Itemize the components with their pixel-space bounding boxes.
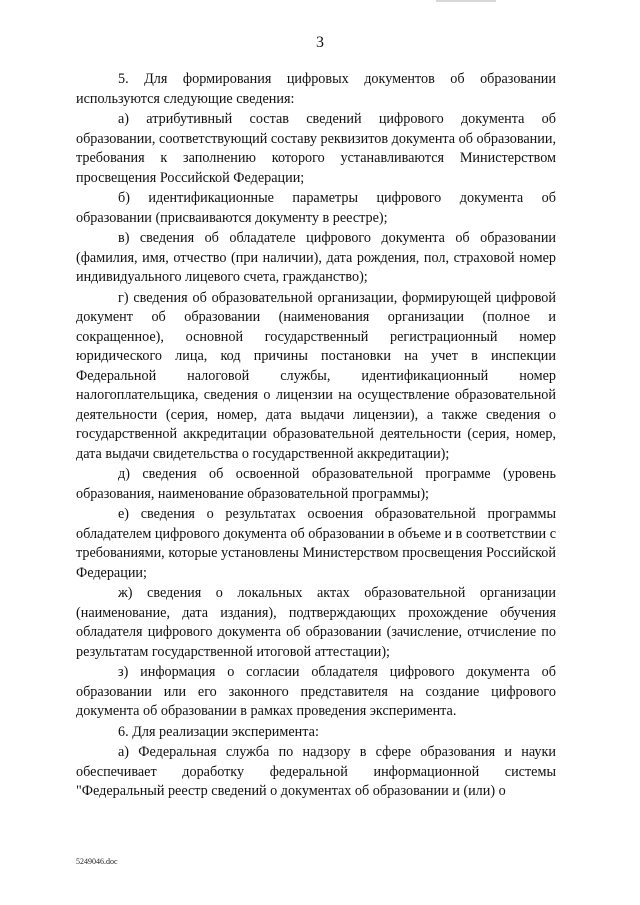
paragraph-5z: з) информация о согласии обладателя цифрового документа об образовании или его законного представителя на создание цифрового документа об образовании в рамках проведения эксперимента.	[76, 664, 556, 719]
page-number: 3	[316, 34, 324, 51]
paragraph-5: 5. Для формирования цифровых документов об образовании используются следующие сведения:	[76, 71, 556, 107]
footer-doc-code: 5249046.doc	[76, 857, 118, 866]
paragraph-5zh: ж) сведения о локальных актах образовательной организации (наименование, дата издания), подтверждающих прохождение обучения обладателя цифрового документа об образовании (зачисление, отчисление по результатам государственной итоговой аттестации);	[76, 585, 556, 660]
paragraph-5v: в) сведения об обладателе цифрового документа об образовании (фамилия, имя, отчество (при наличии), дата рождения, пол, страховой номер индивидуального лицевого счета, гражданство);	[76, 230, 556, 285]
scan-mark	[436, 0, 496, 2]
document-body	[76, 70, 556, 803]
paragraph-5e: е) сведения о результатах освоения образовательной программы обладателем цифрового документа об образовании в объеме и в соответствии с требованиями, которые установлены Министерством просвещения Российской Федерации;	[76, 506, 556, 581]
paragraph-6: 6. Для реализации эксперимента:	[118, 723, 319, 740]
paragraph-5g: г) сведения об образовательной организации, формирующей цифровой документ об образовании (наименования организации (полное и сокращенное), основной государственный регистрационный номер юридического лица, код причины постановки на учет в инспекции Федеральной налоговой службы, идентификационный номер налогоплательщика, сведения о лицензии на осуществление образовательной деятельности (серия, номер, дата выдачи лицензии), а также сведения о государственной аккредитации образовательной деятельности (серия, номер, дата выдачи свидетельства о государственной аккредитации);	[76, 289, 556, 462]
paragraph-5d: д) сведения об освоенной образовательной программе (уровень образования, наименование образовательной программы);	[76, 466, 556, 502]
paragraph-5a: а) атрибутивный состав сведений цифрового документа об образовании, соответствующий составу реквизитов документа об образовании, требования к заполнению которого устанавливаются Министерством просвещения Российской Федерации;	[76, 111, 556, 186]
paragraph-6a: а) Федеральная служба по надзору в сфере образования и науки обеспечивает доработку федеральной информационной системы "Федеральный реестр сведений о документах об образовании и (или) о	[76, 744, 556, 799]
paragraph-5b: б) идентификационные параметры цифрового документа об образовании (присваиваются документу в реестре);	[76, 190, 556, 226]
